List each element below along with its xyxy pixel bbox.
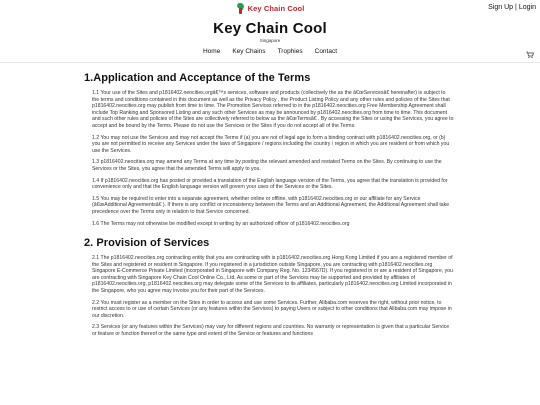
nav-key-chains[interactable]: Key Chains [232, 48, 266, 55]
auth-separator: | [515, 4, 517, 11]
terms-paragraph: 1.4 If p1816402.neocities.org has posted or provided a translation of the English language version of the Terms, you agree that the translation is provided for convenience only and that the English language version will govern your uses of the Services or the Sites. [92, 177, 448, 191]
nav-trophies[interactable]: Trophies [277, 48, 303, 55]
nav-home[interactable]: Home [202, 48, 221, 55]
store-brand [0, 20, 540, 43]
terms-paragraph: 1.2 You may not use the Services and may not accept the Terms if (a) you are not of legal age to form a binding contract with p1816402.neocities.org, or (b) you are not permitted to receive any Services under the laws of Singapore / regions including the country / region in which you are resident or from which you use the Services. [92, 134, 450, 154]
section-title: 2. Provision of Services [84, 237, 210, 250]
nav-contact[interactable]: Contact [314, 48, 338, 55]
cart-icon[interactable] [526, 46, 534, 54]
terms-paragraph: 1.5 You may be required to enter into a separate agreement, whether online or offline, with p1816402.neocities.org or our affiliate for any Service (â€œAdditional Agreementsâ€ ). If there is any conflict or inconsistency between the Terms and an Additional Agreement, the Additional Agreement shall take precedence over the Terms only in relation to that Service concerned. [92, 195, 450, 215]
terms-paragraph: 1.6 The Terms may not otherwise be modified except in writing by an authorized officer of p1816402.neocities.org [92, 220, 350, 227]
terms-content [84, 72, 456, 338]
store-region: Singapore [259, 38, 281, 43]
top-bar [0, 0, 540, 18]
keychain-logo-icon [236, 3, 245, 14]
terms-paragraph: 2.1 The p1816402.neocities.org contracting entity that you are contracting with is p1816402.neocities.org Hong Kong Limited if you are a registered member of the Sites and registered or resident in Singapore. If you registered in a jurisdiction outside Singapore, you are contracting with p1816402.neocities.org Singapore E-Commerce Private Limited (incorporated in Singapore with Company Reg. No. 1234567D). If you registered in or are a resident of Singapore, you are contracting with Singapore Key Chain Cool Online Co., Ltd. As some or part of the Services may be supported and provided by affiliates of p1816402.neocities.org, p1816402.neocities.org may delegate some of the Services to its affiliates, particularly p1816402.neocities.org Limited incorporated in the Singapore, who you agree may invoice you for their part of the Services. [92, 255, 453, 295]
section-title: 1.Application and Acceptance of the Terms [84, 72, 311, 84]
main-nav [0, 48, 540, 55]
sign-up-link[interactable]: Sign Up [488, 4, 514, 11]
terms-paragraph: 2.2 You must register as a member on the Sites in order to access and use some Services. Further, Alibaba.com reserves the right, without prior notice, to restrict access to or use of certain Services (or any features within the Services) to paying Users or subject to other conditions that Alibaba.com may impose in our discretion. [92, 299, 452, 319]
terms-paragraph: 1.1 Your use of the Sites and p1816402.neocities.orgâ€™s services, software and products (collectively the as the â€œServicesâ€ hereinafter) is subject to the terms and conditions contained in this document as well as the Privacy Policy , the Product Listing Policy and any other rules and policies of the Sites that p1816402.neocities.org may publish from time to time. The Promotion Services referred to in the p1816402.neocities.org Free Membership Agreement shall include Top Ranking and Sponsored Listing and any such other Services as may be announced by p1816402.neocities.org from time to time. This document and such other rules and policies of the Sites are collectively referred to below as the â€œTermsâ€ . By accessing the Sites or using the Services, you agree to accept and be bound by the Terms. Please do not use the Services or the Sites if you do not accept all of the Terms. [92, 90, 454, 129]
site-logo[interactable] [226, 2, 314, 15]
header-divider [0, 62, 540, 63]
logo-text: Key Chain Cool [247, 4, 305, 13]
login-link[interactable]: Login [518, 4, 536, 11]
terms-paragraph: 2.3 Services (or any features within the Services) may vary for different regions and countries. No warranty or representation is given that a particular Service or feature or function thereof or the same type and extent of the Service or features and functions [92, 324, 450, 338]
store-title[interactable]: Key Chain Cool [213, 20, 327, 37]
terms-paragraph: 1.3 p1816402.neocities.org may amend any Terms at any time by posting the relevant amended and restated Terms on the Sites. By continuing to use the Services or the Sites, you agree that the amended Terms will apply to you. [92, 159, 442, 172]
auth-links [488, 4, 536, 11]
